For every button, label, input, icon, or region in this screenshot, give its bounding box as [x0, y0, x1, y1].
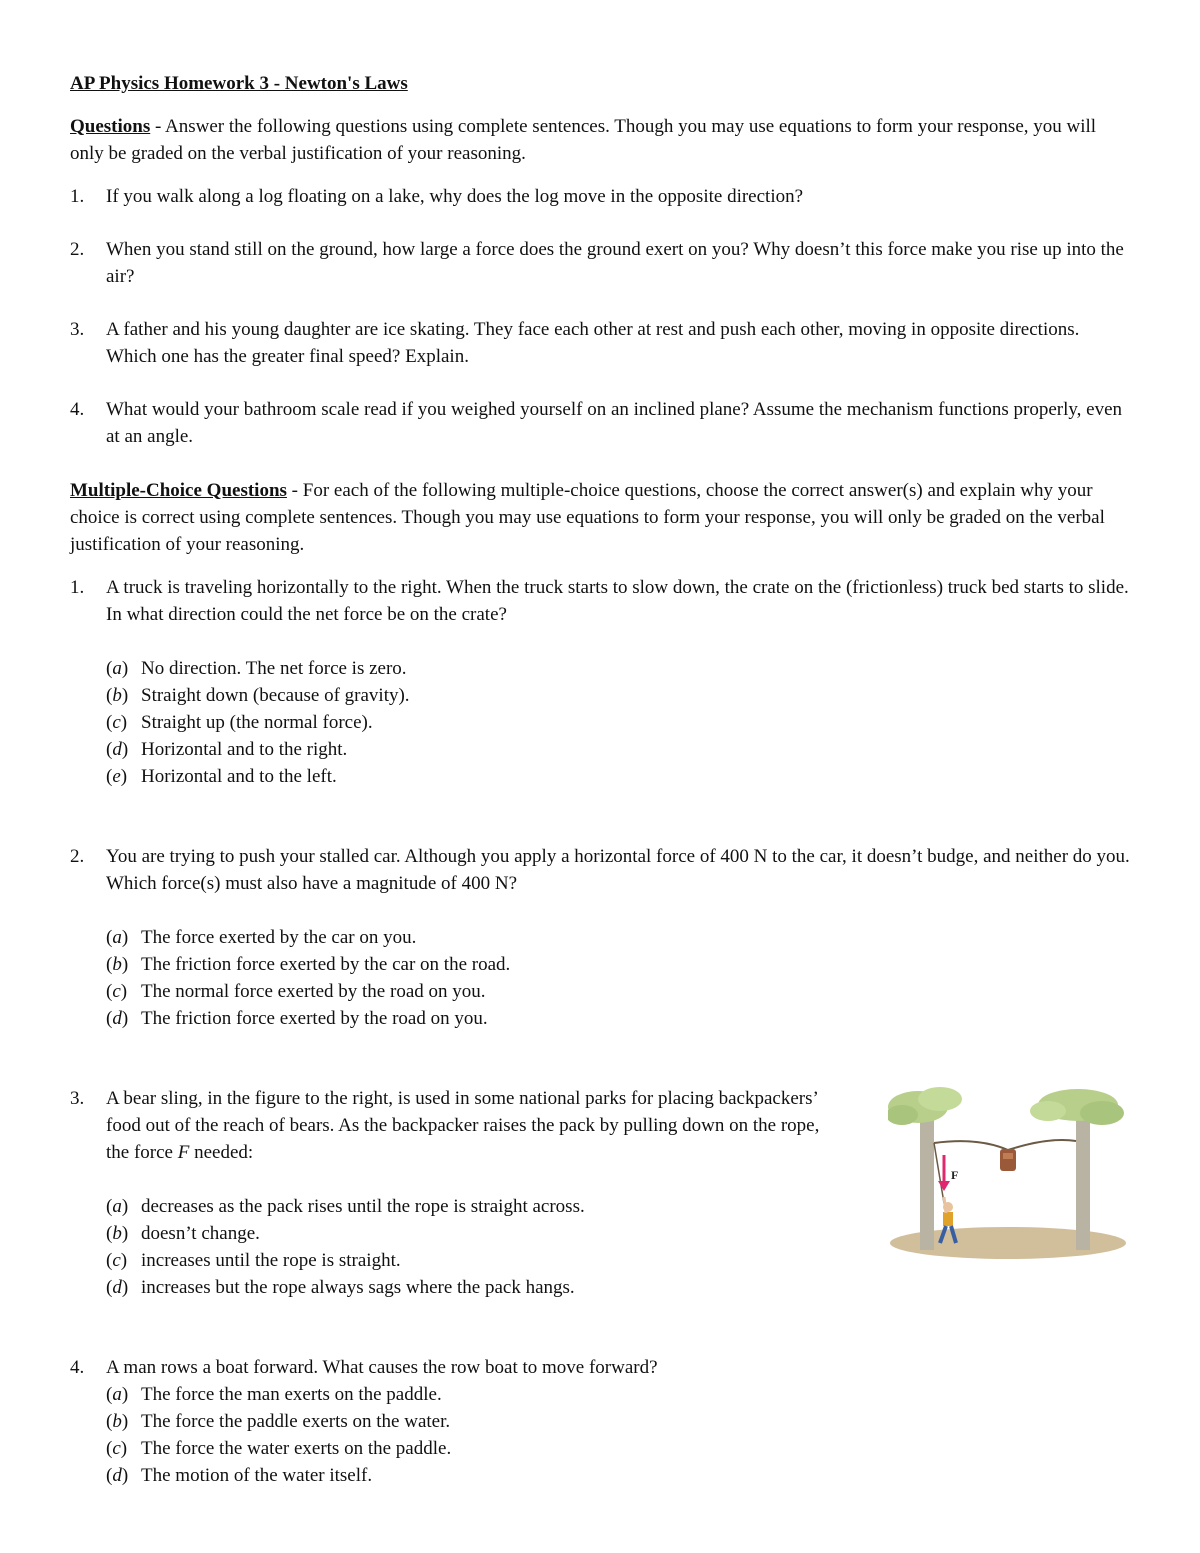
option-item: (d) The motion of the water itself. — [106, 1462, 1132, 1489]
option-letter: c — [112, 712, 121, 733]
option-text: The force exerted by the car on you. — [141, 927, 417, 948]
option-text: No direction. The net force is zero. — [141, 658, 407, 679]
question-item — [70, 396, 1132, 450]
questions-intro — [70, 113, 1132, 167]
option-text: doesn’t change. — [141, 1223, 260, 1244]
question-number: 3. — [70, 1088, 85, 1109]
question-item — [70, 236, 1132, 290]
question-number: 1. — [70, 186, 85, 207]
question-number: 4. — [70, 1357, 85, 1378]
option-item: (c) Straight up (the normal force). — [106, 709, 1132, 736]
option-item: (b) The force the paddle exerts on the water. — [106, 1408, 1132, 1435]
option-text: The friction force exerted by the road on you. — [141, 1008, 488, 1029]
question-text: A father and his young daughter are ice skating. They face each other at rest and push each other, moving in opposite directions. Which one has the greater final speed? Explain. — [106, 319, 1080, 367]
option-list — [70, 655, 1132, 790]
question-text: If you walk along a log floating on a lake, why does the log move in the opposite direction? — [106, 186, 804, 207]
mc-question — [70, 574, 1132, 628]
option-letter: d — [112, 739, 122, 760]
option-letter: c — [112, 981, 121, 1002]
question-text: A bear sling, in the figure to the right, is used in some national parks for placing backpackers’ food out of the reach of bears. As the backpacker raises the pack by pulling down on the rope, the force — [106, 1088, 820, 1163]
option-text: Straight down (because of gravity). — [141, 685, 410, 706]
question-number: 4. — [70, 399, 85, 420]
option-letter: a — [112, 927, 122, 948]
mc-question — [70, 843, 1132, 897]
option-text: The force the man exerts on the paddle. — [141, 1384, 442, 1405]
option-text: The motion of the water itself. — [141, 1465, 373, 1486]
option-text: The force the water exerts on the paddle. — [141, 1438, 452, 1459]
question-text: A man rows a boat forward. What causes the row boat to move forward? — [106, 1357, 658, 1378]
option-item: (d) increases but the rope always sags where the pack hangs. — [106, 1274, 1132, 1301]
option-item: (d) The friction force exerted by the road on you. — [106, 1005, 1132, 1032]
question-item — [70, 316, 1132, 370]
questions-heading: Questions — [70, 116, 151, 137]
option-text: Straight up (the normal force). — [141, 712, 373, 733]
mc-heading: Multiple-Choice Questions — [70, 480, 287, 501]
mc-intro-text: - For each of the following multiple-choice questions, choose the correct answer(s) and explain why your choice is correct using complete sentences. Though you may use equations to form your response, you will only be graded on the verbal justification of your reasoning. — [70, 480, 1105, 555]
question-number: 3. — [70, 319, 85, 340]
option-letter: a — [112, 658, 122, 679]
option-letter: b — [112, 1223, 122, 1244]
option-text: increases until the rope is straight. — [141, 1250, 401, 1271]
option-letter: a — [112, 1196, 122, 1217]
option-text: The normal force exerted by the road on you. — [141, 981, 486, 1002]
option-text: increases but the rope always sags where the pack hangs. — [141, 1277, 575, 1298]
option-list — [70, 1381, 1132, 1489]
question-text-end: needed: — [189, 1142, 254, 1163]
option-letter: b — [112, 685, 122, 706]
option-letter: d — [112, 1277, 122, 1298]
option-item: (b) doesn’t change. — [106, 1220, 1132, 1247]
option-letter: c — [112, 1438, 121, 1459]
question-number: 1. — [70, 577, 85, 598]
questions-intro-text: - Answer the following questions using complete sentences. Though you may use equations to form your response, you will only be graded on the verbal justification of your reasoning. — [70, 116, 1097, 164]
option-text: Horizontal and to the right. — [141, 739, 348, 760]
question-text: You are trying to push your stalled car. Although you apply a horizontal force of 400 N to the car, it doesn’t budge, and neither do you. Which force(s) must also have a magnitude of 400 N? — [106, 846, 1130, 894]
option-item: (a) The force the man exerts on the paddle. — [106, 1381, 1132, 1408]
option-text: The force the paddle exerts on the water. — [141, 1411, 451, 1432]
option-letter: b — [112, 954, 122, 975]
question-number: 2. — [70, 846, 85, 867]
option-item: (b) Straight down (because of gravity). — [106, 682, 1132, 709]
option-item: (c) increases until the rope is straight. — [106, 1247, 1132, 1274]
option-text: Horizontal and to the left. — [141, 766, 337, 787]
mc-question — [70, 1354, 1132, 1381]
option-text: decreases as the pack rises until the rope is straight across. — [141, 1196, 585, 1217]
right-tree-trunk — [1076, 1107, 1090, 1250]
option-item: (d) Horizontal and to the right. — [106, 736, 1132, 763]
document-page — [70, 70, 1132, 1489]
mc-intro — [70, 477, 1132, 558]
option-letter: d — [112, 1008, 122, 1029]
food-pack — [1000, 1149, 1016, 1171]
question-text: What would your bathroom scale read if you weighed yourself on an inclined plane? Assume the mechanism functions properly, even at an angle. — [106, 399, 1123, 447]
left-tree-trunk — [920, 1105, 934, 1250]
option-item: (a) decreases as the pack rises until the rope is straight across. — [106, 1193, 1132, 1220]
question-text: A truck is traveling horizontally to the right. When the truck starts to slow down, the crate on the (frictionless) truck bed starts to slide. In what direction could the net force be on the crate? — [106, 577, 1129, 625]
option-item: (e) Horizontal and to the left. — [106, 763, 1132, 790]
option-item: (b) The friction force exerted by the car on the road. — [106, 951, 1132, 978]
question-item — [70, 183, 1132, 210]
option-list — [70, 924, 1132, 1032]
question-text: When you stand still on the ground, how large a force does the ground exert on you? Why doesn’t this force make you rise up into the air? — [106, 239, 1124, 287]
option-item: (c) The normal force exerted by the road on you. — [106, 978, 1132, 1005]
option-item: (c) The force the water exerts on the paddle. — [106, 1435, 1132, 1462]
page-title: AP Physics Homework 3 - Newton's Laws — [70, 73, 408, 94]
bear-sling-figure — [888, 1085, 1128, 1265]
option-text: The friction force exerted by the car on the road. — [141, 954, 511, 975]
option-item: (a) No direction. The net force is zero. — [106, 655, 1132, 682]
question-number: 2. — [70, 239, 85, 260]
option-letter: e — [112, 766, 121, 787]
option-letter: c — [112, 1250, 121, 1271]
mc-question — [70, 1085, 826, 1166]
option-letter: b — [112, 1411, 122, 1432]
option-item: (a) The force exerted by the car on you. — [106, 924, 1132, 951]
rope — [934, 1140, 1076, 1150]
option-letter: d — [112, 1465, 122, 1486]
force-label: F — [951, 1168, 959, 1182]
force-variable: F — [177, 1142, 190, 1163]
option-letter: a — [112, 1384, 122, 1405]
